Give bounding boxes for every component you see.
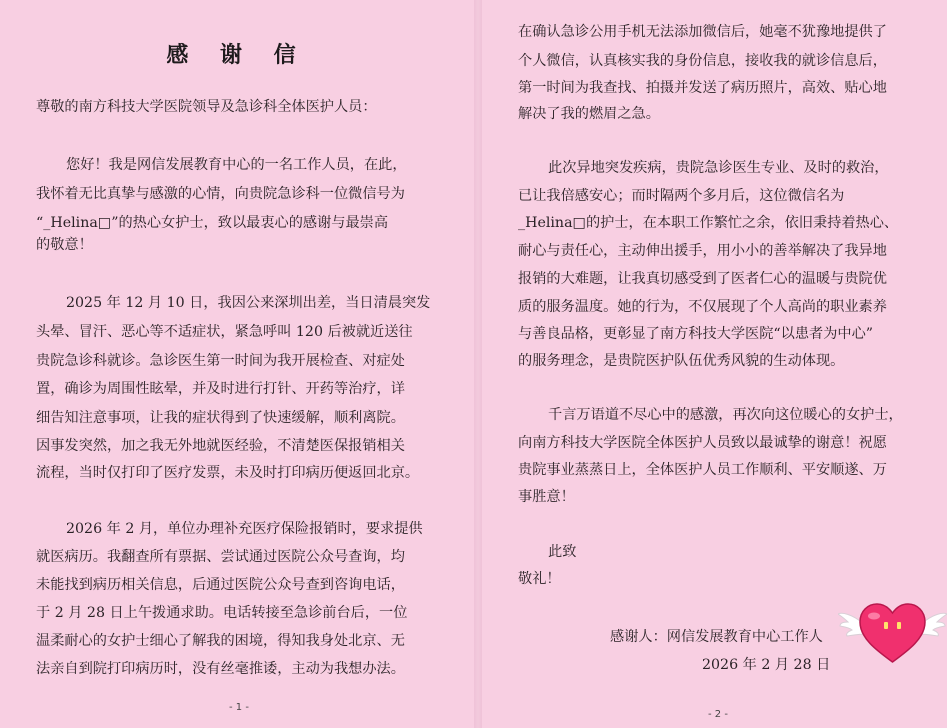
body-line: 个人微信，认真核实我的身份信息，接收我的就诊信息后， bbox=[518, 53, 887, 69]
body-line: 此次异地突发疾病，贵院急诊医生专业、及时的救治， bbox=[548, 160, 889, 176]
page-gutter bbox=[474, 0, 482, 728]
body-line: 第一时间为我查找、拍摄并发送了病历照片，高效、贴心地 bbox=[518, 80, 887, 96]
body-line: 解决了我的燃眉之急。 bbox=[518, 106, 660, 122]
signature-date: 2026 年 2 月 28 日 bbox=[702, 657, 831, 673]
body-line: 细告知注意事项，让我的症状得到了快速缓解，顺利离院。 bbox=[36, 410, 405, 426]
body-line: “_Helina□”的热心女护士，致以最衷心的感谢与最崇高 bbox=[36, 215, 389, 231]
body-line: 因事发突然，加之我无外地就医经验，不清楚医保报销相关 bbox=[36, 438, 405, 454]
body-line: 与善良品格，更彰显了南方科技大学医院“以患者为中心” bbox=[518, 326, 874, 342]
body-line: 2025 年 12 月 10 日，我因公来深圳出差，当日清晨突发 bbox=[66, 295, 431, 311]
closing-line: 敬礼！ bbox=[518, 571, 561, 587]
body-line: 温柔耐心的女护士细心了解我的困境，得知我身处北京、无 bbox=[36, 633, 405, 649]
body-line: 贵院事业蒸蒸日上，全体医护人员工作顺利、平安顺遂、万 bbox=[518, 462, 887, 478]
closing-line: 此致 bbox=[548, 544, 577, 560]
body-line: _Helina□的护士，在本职工作繁忙之余，依旧秉持着热心、 bbox=[518, 215, 899, 231]
body-line: 就医病历。我翻查所有票据、尝试通过医院公众号查询，均 bbox=[36, 549, 405, 565]
body-line: 报销的大难题，让我真切感受到了医者仁心的温暖与贵院优 bbox=[518, 271, 887, 287]
body-line: 的敬意！ bbox=[36, 237, 93, 253]
body-line: 质的服务温度。她的行为，不仅展现了个人高尚的职业素养 bbox=[518, 299, 887, 315]
body-line: 耐心与责任心，主动伸出援手，用小小的善举解决了我异地 bbox=[518, 243, 887, 259]
body-line: 未能找到病历相关信息，后通过医院公众号查到咨询电话， bbox=[36, 577, 405, 593]
body-line: 贵院急诊科就诊。急诊医生第一时间为我开展检查、对症处 bbox=[36, 353, 405, 369]
body-line: 的服务理念，是贵院医护队伍优秀风貌的生动体现。 bbox=[518, 353, 845, 369]
body-line: 2026 年 2 月，单位办理补充医疗保险报销时，要求提供 bbox=[66, 521, 423, 537]
page-number: - 1 - bbox=[229, 702, 249, 713]
body-line: 在确认急诊公用手机无法添加微信后，她毫不犹豫地提供了 bbox=[518, 24, 887, 40]
salutation: 尊敬的南方科技大学医院领导及急诊科全体医护人员： bbox=[36, 99, 377, 115]
body-line: 法亲自到院打印病历时，没有丝毫推诿，主动为我想办法。 bbox=[36, 661, 405, 677]
body-line: 头晕、冒汗、恶心等不适症状，紧急呼叫 120 后被就近送往 bbox=[36, 324, 413, 340]
body-line: 您好！我是网信发展教育中心的一名工作人员，在此， bbox=[66, 157, 407, 173]
body-line: 于 2 月 28 日上午拨通求助。电话转接至急诊前台后，一位 bbox=[36, 605, 408, 621]
page-number: - 2 - bbox=[708, 709, 728, 720]
body-line: 已让我倍感安心；而时隔两个多月后，这位微信名为 bbox=[518, 188, 845, 204]
body-line: 千言万语道不尽心中的感激，再次向这位暖心的女护士， bbox=[548, 407, 903, 423]
body-line: 置，确诊为周围性眩晕，并及时进行打针、开药等治疗，详 bbox=[36, 381, 405, 397]
winged-heart-icon bbox=[838, 600, 947, 666]
body-line: 向南方科技大学医院全体医护人员致以最诚挚的谢意！祝愿 bbox=[518, 435, 887, 451]
body-line: 我怀着无比真挚与感激的心情，向贵院急诊科一位微信号为 bbox=[36, 186, 405, 202]
body-line: 事胜意！ bbox=[518, 489, 575, 505]
signature: 感谢人：网信发展教育中心工作人 bbox=[610, 629, 823, 645]
body-line: 流程，当时仅打印了医疗发票，未及时打印病历便返回北京。 bbox=[36, 465, 420, 481]
letter-title: 感 谢 信 bbox=[166, 43, 308, 68]
